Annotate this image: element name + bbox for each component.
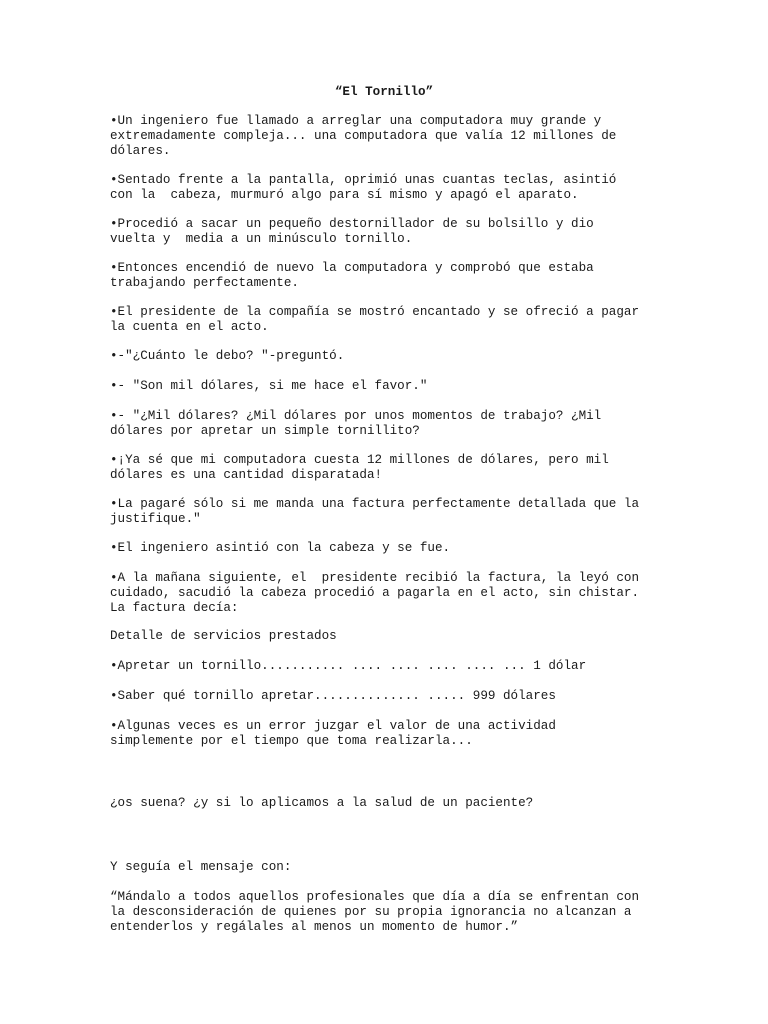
paragraph-line: cuidado, sacudió la cabeza procedió a pagarla en el acto, sin chistar. <box>110 586 640 600</box>
document-title: “El Tornillo” <box>334 85 434 99</box>
paragraph-line: ¿os suena? ¿y si lo aplicamos a la salud de un paciente? <box>110 796 534 810</box>
paragraph-line: Y seguía el mensaje con: <box>110 860 292 874</box>
paragraph-line: •¡Ya sé que mi computadora cuesta 12 millones de dólares, pero mil <box>110 453 609 467</box>
paragraph-4 <box>110 261 670 291</box>
paragraph-10 <box>110 497 670 527</box>
paragraph-line: •La pagaré sólo si me manda una factura perfectamente detallada que la <box>110 497 640 511</box>
paragraph-line: Detalle de servicios prestados <box>110 629 337 643</box>
paragraph-line: •- "Son mil dólares, si me hace el favor." <box>110 379 428 393</box>
paragraph-line: •Sentado frente a la pantalla, oprimió unas cuantas teclas, asintió <box>110 173 617 187</box>
paragraph-line: •Entonces encendió de nuevo la computadora y comprobó que estaba <box>110 261 594 275</box>
paragraph-line: dólares es una cantidad disparatada! <box>110 468 383 482</box>
paragraph-line: •Un ingeniero fue llamado a arreglar una computadora muy grande y <box>110 114 602 128</box>
paragraph-line: simplemente por el tiempo que toma realizarla... <box>110 734 473 748</box>
paragraph-line: la cuenta en el acto. <box>110 320 269 334</box>
paragraph-2 <box>110 173 670 203</box>
paragraph-9 <box>110 453 670 483</box>
paragraph-line: entenderlos y regálales al menos un momento de humor.” <box>110 920 519 934</box>
paragraph-line: •A la mañana siguiente, el presidente recibió la factura, la leyó con <box>110 571 640 585</box>
paragraph-line: •El presidente de la compañía se mostró encantado y se ofreció a pagar <box>110 305 640 319</box>
paragraph-line: extremadamente compleja... una computadora que valía 12 millones de <box>110 129 617 143</box>
paragraph-19 <box>110 890 670 935</box>
paragraph-line: •- "¿Mil dólares? ¿Mil dólares por unos momentos de trabajo? ¿Mil <box>110 409 602 423</box>
paragraph-line: •Apretar un tornillo........... .... .... .... .... ... 1 dólar <box>110 659 587 673</box>
paragraph-11 <box>110 541 670 556</box>
paragraph-16 <box>110 719 670 749</box>
paragraph-line: vuelta y media a un minúsculo tornillo. <box>110 232 413 246</box>
paragraph-line: la desconsideración de quienes por su propia ignorancia no alcanzan a <box>110 905 632 919</box>
paragraph-18 <box>110 860 670 875</box>
paragraph-line: dólares. <box>110 144 171 158</box>
paragraph-line: •Procedió a sacar un pequeño destornillador de su bolsillo y dio <box>110 217 594 231</box>
paragraph-14 <box>110 659 670 674</box>
paragraph-12 <box>110 571 670 616</box>
paragraph-line: justifique." <box>110 512 201 526</box>
paragraph-line: •-"¿Cuánto le debo? "-preguntó. <box>110 349 345 363</box>
paragraph-5 <box>110 305 670 335</box>
paragraph-3 <box>110 217 670 247</box>
paragraph-line: •Algunas veces es un error juzgar el valor de una actividad <box>110 719 556 733</box>
paragraph-line: con la cabeza, murmuró algo para sí mismo y apagó el aparato. <box>110 188 579 202</box>
paragraph-line: La factura decía: <box>110 601 239 615</box>
paragraph-6 <box>110 349 670 364</box>
paragraph-8 <box>110 409 670 439</box>
paragraph-line: “Mándalo a todos aquellos profesionales que día a día se enfrentan con <box>110 890 640 904</box>
paragraph-1 <box>110 114 670 159</box>
paragraph-7 <box>110 379 670 394</box>
paragraph-line: dólares por apretar un simple tornillito? <box>110 424 420 438</box>
paragraph-17 <box>110 796 670 811</box>
paragraph-15 <box>110 689 670 704</box>
paragraph-line: trabajando perfectamente. <box>110 276 299 290</box>
paragraph-line: •Saber qué tornillo apretar.............. ..... 999 dólares <box>110 689 556 703</box>
paragraph-line: •El ingeniero asintió con la cabeza y se fue. <box>110 541 451 555</box>
paragraph-13 <box>110 629 670 644</box>
